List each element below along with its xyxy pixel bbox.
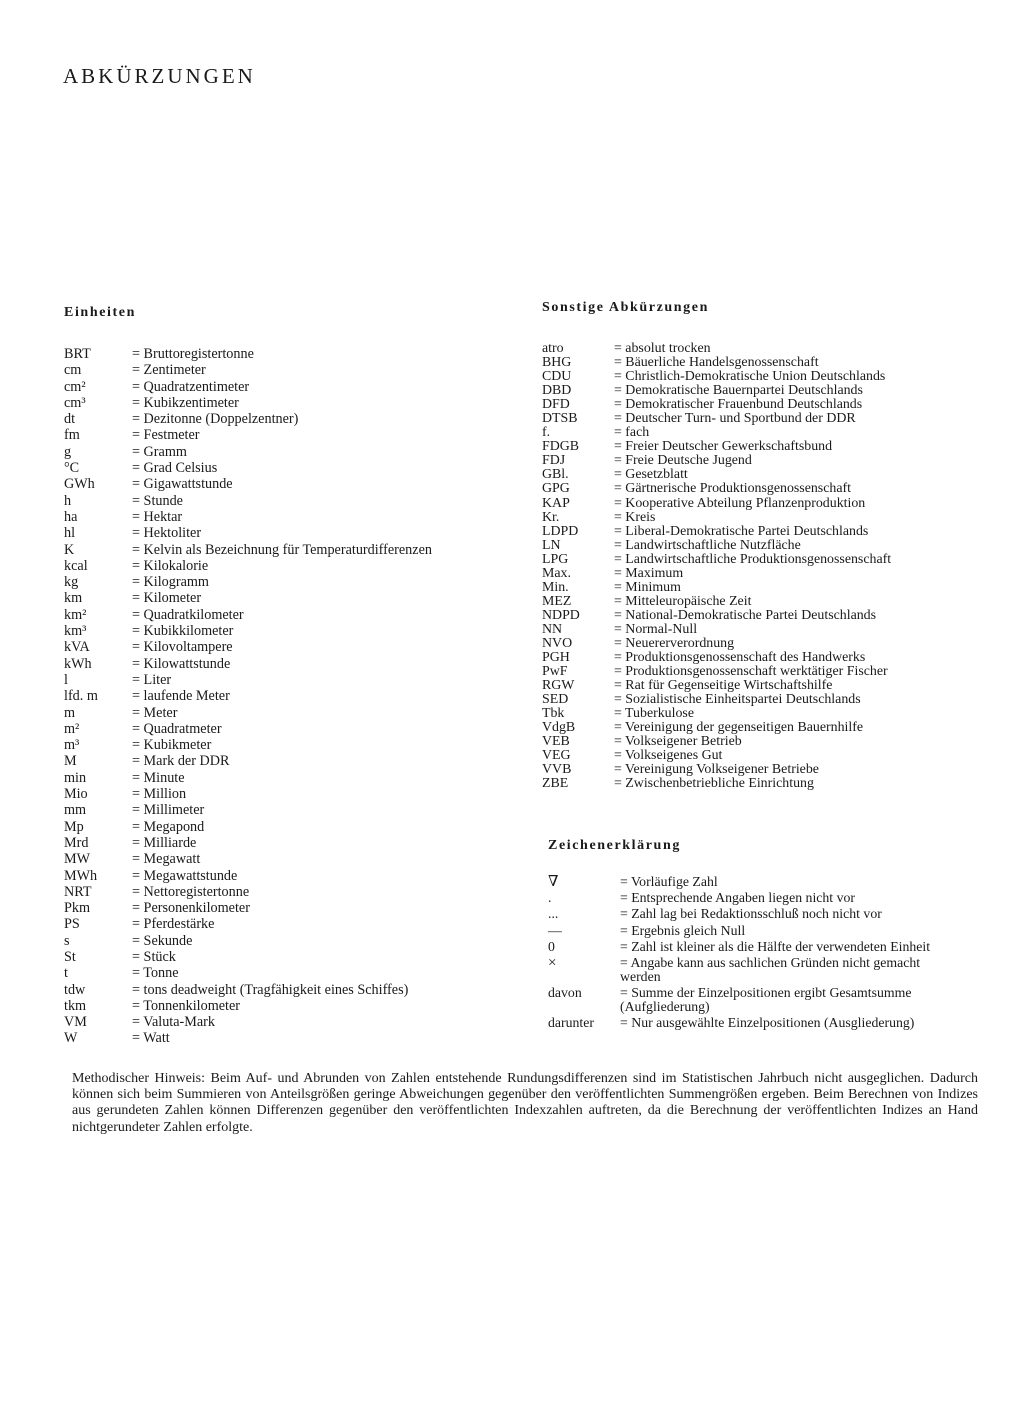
other-abbreviation: LN: [542, 537, 561, 553]
units-definition: = Stück: [132, 948, 176, 965]
units-definition: = Minute: [132, 769, 185, 786]
other-abbreviations-heading: Sonstige Abkürzungen: [542, 300, 709, 315]
units-abbreviation: h: [64, 492, 72, 509]
other-definition: = Tuberkulose: [614, 706, 694, 722]
units-abbreviation: GWh: [64, 476, 95, 493]
units-abbreviation: NRT: [64, 883, 92, 900]
units-abbreviation: Pkm: [64, 900, 91, 917]
other-definition: = Kooperative Abteilung Pflanzenproduktion: [614, 495, 866, 511]
other-abbreviation: FDGB: [542, 439, 580, 455]
units-abbreviation: km³: [64, 623, 87, 640]
units-definition: = Megawattstunde: [132, 867, 238, 884]
units-abbreviation: Mrd: [64, 834, 89, 851]
other-abbreviation: DTSB: [542, 411, 578, 427]
other-abbreviation: VEG: [542, 748, 571, 764]
other-abbreviation: LDPD: [542, 523, 579, 539]
units-definition: = Kilowattstunde: [132, 655, 231, 672]
units-abbreviation: M: [64, 753, 77, 770]
units-abbreviation: hl: [64, 525, 76, 542]
signs-definition: = Zahl lag bei Redaktionsschluß noch nicht vor: [620, 906, 882, 922]
units-abbreviation: km: [64, 590, 83, 607]
signs-definition: = Entsprechende Angaben liegen nicht vor: [620, 890, 855, 906]
units-abbreviation: kcal: [64, 557, 88, 574]
other-abbreviation: DBD: [542, 383, 572, 399]
units-definition: = Valuta-Mark: [132, 1014, 215, 1031]
signs-definition: = Ergebnis gleich Null: [620, 922, 746, 938]
units-abbreviation: l: [64, 671, 68, 688]
units-abbreviation: St: [64, 948, 76, 965]
other-definition: = Christlich-Demokratische Union Deutschlands: [614, 369, 886, 385]
other-definition: = Gärtnerische Produktionsgenossenschaft: [614, 481, 851, 497]
signs-list-item: [548, 891, 960, 906]
units-abbreviation: BRT: [64, 346, 91, 362]
other-abbreviation: FDJ: [542, 453, 566, 469]
units-abbreviation: Mp: [64, 818, 84, 835]
units-definition: = Kilogramm: [132, 574, 209, 591]
other-abbreviation: Kr.: [542, 509, 560, 525]
signs-abbreviation: ...: [548, 906, 559, 922]
units-definition: = Quadratkilometer: [132, 606, 244, 623]
units-abbreviation: ha: [64, 508, 78, 525]
other-definition: = Vereinigung Volkseigener Betriebe: [614, 762, 819, 778]
units-abbreviation: dt: [64, 411, 76, 428]
units-definition: = Kubikzentimeter: [132, 394, 239, 411]
signs-list-item: [548, 875, 960, 890]
units-abbreviation: cm³: [64, 394, 86, 411]
units-abbreviation: tkm: [64, 997, 87, 1014]
signs-abbreviation: .: [548, 890, 552, 906]
other-abbreviation: NN: [542, 621, 563, 637]
units-definition: = Watt: [132, 1030, 170, 1047]
other-definition: = Bäuerliche Handelsgenossenschaft: [614, 355, 819, 371]
signs-list: [548, 875, 960, 1032]
other-definition: = Liberal-Demokratische Partei Deutschlands: [614, 523, 869, 539]
units-abbreviation: MWh: [64, 867, 98, 884]
units-definition: = Millimeter: [132, 802, 205, 819]
other-abbreviation: GBl.: [542, 467, 569, 483]
other-abbreviation: RGW: [542, 678, 575, 694]
units-abbreviation: VM: [64, 1014, 87, 1031]
units-definition: = Kilometer: [132, 590, 202, 607]
other-abbreviation: f.: [542, 425, 551, 441]
signs-definition: = Summe der Einzelpositionen ergibt Gesamtsumme (Aufgliederung): [620, 984, 912, 1015]
other-abbreviation: VEB: [542, 734, 570, 750]
other-definition: = Produktionsgenossenschaft werktätiger Fischer: [614, 664, 888, 680]
other-abbreviation: atro: [542, 341, 564, 356]
signs-definition: = Angabe kann aus sachlichen Gründen nicht gemacht werden: [620, 954, 921, 985]
units-definition: = Festmeter: [132, 427, 200, 444]
units-definition: = Milliarde: [132, 834, 197, 851]
units-abbreviation: fm: [64, 427, 80, 444]
signs-definition: = Nur ausgewählte Einzelpositionen (Ausgliederung): [620, 1014, 915, 1030]
units-definition: = Tonne: [132, 965, 179, 982]
units-definition: = Nettoregistertonne: [132, 883, 250, 900]
other-abbreviation: SED: [542, 692, 569, 708]
units-heading: Einheiten: [64, 305, 136, 320]
signs-abbreviation: ×: [548, 954, 557, 971]
other-definition: = Maximum: [614, 565, 684, 581]
units-abbreviation: PS: [64, 916, 80, 933]
units-abbreviation: cm²: [64, 378, 86, 395]
signs-abbreviation: —: [548, 922, 562, 938]
units-definition: = Megawatt: [132, 851, 201, 868]
units-abbreviation: W: [64, 1030, 78, 1047]
units-abbreviation: lfd. m: [64, 688, 98, 705]
units-definition: = Quadratmeter: [132, 720, 222, 737]
units-abbreviation: tdw: [64, 981, 86, 998]
units-abbreviation: m²: [64, 720, 80, 737]
other-abbreviation: CDU: [542, 369, 572, 385]
units-definition: = Tonnenkilometer: [132, 997, 241, 1014]
signs-abbreviation: darunter: [548, 1014, 594, 1030]
other-abbreviation: PwF: [542, 664, 568, 680]
units-abbreviation: min: [64, 769, 87, 786]
units-abbreviation: g: [64, 443, 72, 460]
other-definition: = Gesetzblatt: [614, 467, 688, 483]
signs-list-item: [548, 924, 960, 939]
other-definition: = Minimum: [614, 579, 681, 595]
other-abbreviation: KAP: [542, 495, 570, 511]
units-abbreviation: m: [64, 704, 76, 721]
units-definition: = tons deadweight (Tragfähigkeit eines Schiffes): [132, 981, 409, 998]
other-definition: = Vereinigung der gegenseitigen Bauernhilfe: [614, 720, 864, 736]
other-definition: = Zwischenbetriebliche Einrichtung: [614, 776, 814, 792]
units-definition: = Meter: [132, 704, 178, 721]
signs-list-item: [548, 940, 960, 955]
units-definition: = Gramm: [132, 443, 187, 460]
other-abbreviation: MEZ: [542, 593, 572, 609]
other-definition: = Landwirtschaftliche Produktionsgenossenschaft: [614, 551, 892, 567]
other-definition: = Demokratische Bauernpartei Deutschlands: [614, 383, 863, 399]
other-definition: = National-Demokratische Partei Deutschlands: [614, 607, 877, 623]
other-abbreviation: GPG: [542, 481, 570, 497]
units-abbreviation: km²: [64, 606, 87, 623]
units-abbreviation: kWh: [64, 655, 92, 672]
other-abbreviation: Min.: [542, 579, 569, 595]
other-abbreviation: LPG: [542, 551, 569, 567]
units-definition: = Kilovoltampere: [132, 639, 233, 656]
signs-list-item: [548, 907, 960, 922]
units-definition: = Megapond: [132, 818, 205, 835]
signs-list-item: [548, 986, 960, 1015]
units-abbreviation: t: [64, 965, 68, 982]
units-definition: = Liter: [132, 671, 172, 688]
other-definition: = Freier Deutscher Gewerkschaftsbund: [614, 439, 833, 455]
signs-abbreviation: davon: [548, 984, 582, 1000]
other-abbreviation: NDPD: [542, 607, 580, 623]
units-definition: = laufende Meter: [132, 688, 230, 705]
other-abbreviation: Tbk: [542, 706, 565, 722]
other-definition: = Rat für Gegenseitige Wirtschaftshilfe: [614, 678, 833, 694]
units-definition: = Pferdestärke: [132, 916, 215, 933]
other-definition: = Neuererverordnung: [614, 635, 735, 651]
other-definition: = Sozialistische Einheitspartei Deutschlands: [614, 692, 861, 708]
units-definition: = Mark der DDR: [132, 753, 230, 770]
other-definition: = Freie Deutsche Jugend: [614, 453, 752, 469]
other-definition: = Landwirtschaftliche Nutzfläche: [614, 537, 801, 553]
other-definition: = Volkseigenes Gut: [614, 748, 723, 764]
other-definition: = Deutscher Turn- und Sportbund der DDR: [614, 411, 856, 427]
units-abbreviation: kg: [64, 574, 79, 591]
signs-list-item: [548, 956, 960, 985]
other-definition: = Demokratischer Frauenbund Deutschlands: [614, 397, 863, 413]
units-definition: = Hektoliter: [132, 525, 202, 542]
units-abbreviation: cm: [64, 362, 82, 379]
other-definition: = Mitteleuropäische Zeit: [614, 593, 752, 609]
other-definition: = Volkseigener Betrieb: [614, 734, 742, 750]
units-abbreviation: m³: [64, 737, 80, 754]
other-abbreviation: VVB: [542, 762, 572, 778]
units-definition: = Dezitonne (Doppelzentner): [132, 411, 299, 428]
other-abbreviation: BHG: [542, 355, 572, 371]
units-definition: = Bruttoregistertonne: [132, 346, 254, 362]
units-definition: = Grad Celsius: [132, 460, 218, 477]
units-definition: = Kelvin als Bezeichnung für Temperaturdifferenzen: [132, 541, 432, 558]
units-abbreviation: kVA: [64, 639, 90, 656]
other-abbreviation: ZBE: [542, 776, 569, 792]
other-abbreviation: VdgB: [542, 720, 576, 736]
units-definition: = Gigawattstunde: [132, 476, 233, 493]
units-definition: = Kubikmeter: [132, 737, 212, 754]
other-definition: = fach: [614, 425, 650, 441]
units-definition: = Personenkilometer: [132, 900, 250, 917]
units-abbreviation: °C: [64, 460, 80, 477]
other-abbreviation: Max.: [542, 565, 571, 581]
signs-abbreviation: 0: [548, 938, 555, 954]
signs-list-item: [548, 1016, 960, 1031]
other-definition: = absolut trocken: [614, 341, 711, 356]
signs-heading: Zeichenerklärung: [548, 838, 681, 853]
other-abbreviation: DFD: [542, 397, 570, 413]
units-definition: = Kilokalorie: [132, 557, 209, 574]
other-definition: = Produktionsgenossenschaft des Handwerks: [614, 650, 866, 666]
units-abbreviation: K: [64, 541, 75, 558]
signs-definition: = Zahl ist kleiner als die Hälfte der verwendeten Einheit: [620, 938, 931, 954]
units-abbreviation: MW: [64, 851, 91, 868]
page-title: ABKÜRZUNGEN: [63, 64, 256, 88]
units-definition: = Quadratzentimeter: [132, 378, 250, 395]
units-definition: = Sekunde: [132, 932, 193, 949]
units-abbreviation: s: [64, 932, 70, 949]
units-definition: = Kubikkilometer: [132, 623, 234, 640]
units-definition: = Million: [132, 786, 187, 803]
signs-abbreviation: ∇: [548, 874, 559, 890]
signs-definition: = Vorläufige Zahl: [620, 874, 718, 889]
units-definition: = Hektar: [132, 508, 183, 525]
other-definition: = Kreis: [614, 509, 656, 525]
other-abbreviation: PGH: [542, 650, 570, 666]
units-abbreviation: mm: [64, 802, 87, 819]
other-abbreviation: NVO: [542, 635, 573, 651]
units-definition: = Stunde: [132, 492, 183, 509]
methodological-note: Methodischer Hinweis: Beim Auf- und Abrunden von Zahlen entstehende Rundungsdifferenzen sind im Statistischen Jahrbuch nicht ausgeglichen. Dadurch können sich beim Summieren von Anteilsgrößen geringe Abweichungen gegenüber den veröffentlichten Summengrößen ergeben. Beim Berechnen von Indizes aus gerundeten Zahlen können Differenzen gegenüber den veröffentlichten Indexzahlen auftreten, da die Berechnung der veröffentlichten Indizes an Hand nichtgerundeter Zahlen erfolgte.: [72, 1071, 978, 1135]
other-definition: = Normal-Null: [614, 621, 698, 637]
units-definition: = Zentimeter: [132, 362, 206, 379]
units-abbreviation: Mio: [64, 786, 88, 803]
